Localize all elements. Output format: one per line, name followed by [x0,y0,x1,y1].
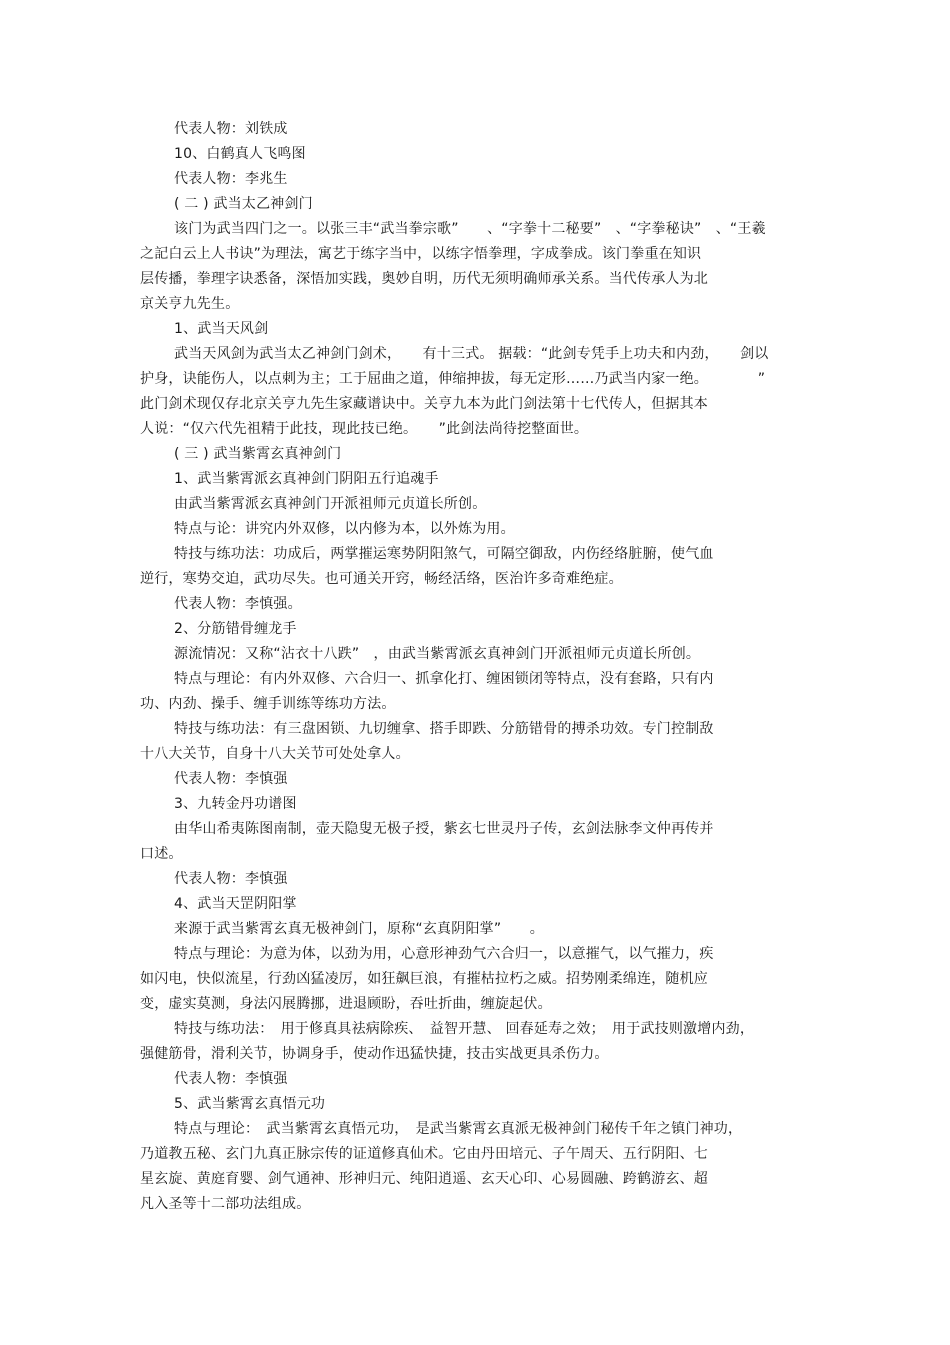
subsection-heading: 1、武当紫霄派玄真神剑门阴阳五行追魂手 [174,471,439,487]
section-heading: ( 二 ) 武当太乙神剑门 [174,196,313,212]
text-line: 特技与练功法：有三盘困锁、九切缠拿、搭手即跌、分筋错骨的搏杀功效。专门控制敌 [174,721,714,737]
text-line: 特点与论：讲究内外双修，以内修为本，以外炼为用。 [174,521,515,537]
subsection-heading: 2、分筋错骨缠龙手 [174,621,297,637]
text-line: 强健筋骨，滑利关节，协调身手，使动作迅猛快捷，技击实战更具杀伤力。 [140,1046,609,1062]
text-line: 乃道教五秘、玄门九真正脉宗传的证道修真仙术。它由丹田培元、子午周天、五行阴阳、七 [140,1146,708,1162]
section-heading: ( 三 ) 武当紫霄玄真神剑门 [174,446,342,462]
text-line: 代表人物：李慎强 [174,771,288,787]
text-line: 由华山希夷陈图南制，壶天隐叟无极子授，紫玄七世灵丹子传，玄剑法脉李文仲再传并 [174,821,714,837]
text-line: 护身，诀能伤人，以点刺为主；工于屈曲之道，伸缩抻拔，每无定形……乃武当内家一绝。 ” [140,371,766,387]
text-line: 十八大关节，自身十八大关节可处处拿人。 [140,746,410,762]
text-line: 代表人物：李慎强。 [174,596,302,612]
text-line: 层传播，拳理字诀悉备，深悟加实践，奥妙自明，历代无须明确师承关系。当代传承人为北 [140,271,708,287]
text-line: 变，虚实莫测，身法闪展腾挪，进退顾盼，吞吐折曲，缠旋起伏。 [140,996,552,1012]
text-line: 代表人物：李慎强 [174,1071,288,1087]
text-line: 凡入圣等十二部功法组成。 [140,1196,311,1212]
text-line: 由武当紫霄派玄真神剑门开派祖师元贞道长所创。 [174,496,487,512]
text-line: 代表人物：刘铁成 [174,121,288,137]
text-line: 代表人物：李兆生 [174,171,288,187]
text-line: 特点与理论：为意为体，以劲为用，心意形神劲气六合归一，以意摧气，以气摧力，疾 [174,946,714,962]
text-line: 此门剑术现仅存北京关亨九先生家藏谱诀中。关亨九本为此门剑法第十七代传人，但据其本 [140,396,708,412]
text-line: 逆行，寒势交迫，武功尽失。也可通关开窍，畅经活络，医治许多奇难绝症。 [140,571,623,587]
text-line: 如闪电，快似流星，行劲凶猛凌厉，如狂飙巨浪，有摧枯拉朽之威。招势刚柔绵连，随机应 [140,971,708,987]
text-line: 武当天风剑为武当太乙神剑门剑术， 有十三式。 据载：“此剑专凭手上功夫和内劲， 剑以 [174,346,769,362]
subsection-heading: 4、武当天罡阴阳掌 [174,896,297,912]
text-line: 该门为武当四门之一。以张三丰“武当拳宗歌” 、“字拳十二秘要” 、“字拳秘诀” 、“王羲 [174,221,766,237]
text-line: 功、内劲、操手、缠手训练等练功方法。 [140,696,396,712]
subsection-heading: 1、武当天风剑 [174,321,269,337]
text-line: 特点与理论： 武当紫霄玄真悟元功， 是武当紫霄玄真派无极神剑门秘传千年之镇门神功， [174,1121,743,1137]
text-line: 源流情况：又称“沾衣十八跌” ，由武当紫霄派玄真神剑门开派祖师元贞道长所创。 [174,646,701,662]
text-line: 特技与练功法：功成后，两掌摧运寒势阴阳煞气，可隔空御敌，内伤经络脏腑，使气血 [174,546,714,562]
text-line: 来源于武当紫霄玄真无极神剑门，原称“玄真阴阳掌” 。 [174,921,544,937]
text-line: 之記白云上人书诀”为理法，寓艺于练字当中，以练字悟拳理，字成拳成。该门拳重在知识 [140,246,702,262]
text-line: 京关亨九先生。 [140,296,240,312]
text-line: 特点与理论：有内外双修、六合归一、抓拿化打、缠困锁闭等特点，没有套路，只有内 [174,671,714,687]
text-line: 10、白鹤真人飞鸣图 [174,146,306,162]
text-line: 人说：“仅六代先祖精于此技，现此技已绝。 ”此剑法尚待挖整面世。 [140,421,589,437]
text-line: 代表人物：李慎强 [174,871,288,887]
subsection-heading: 3、九转金丹功谱图 [174,796,297,812]
subsection-heading: 5、武当紫霄玄真悟元功 [174,1096,326,1112]
text-line: 星玄旋、黄庭育婴、剑气通神、形神归元、纯阳逍遥、玄天心印、心易圆融、跨鹤游玄、超 [140,1171,708,1187]
text-line: 口述。 [140,846,183,862]
text-line: 特技与练功法： 用于修真具祛病除疾、 益智开慧、 回春延寿之效； 用于武技则激增内劲， [174,1021,755,1037]
